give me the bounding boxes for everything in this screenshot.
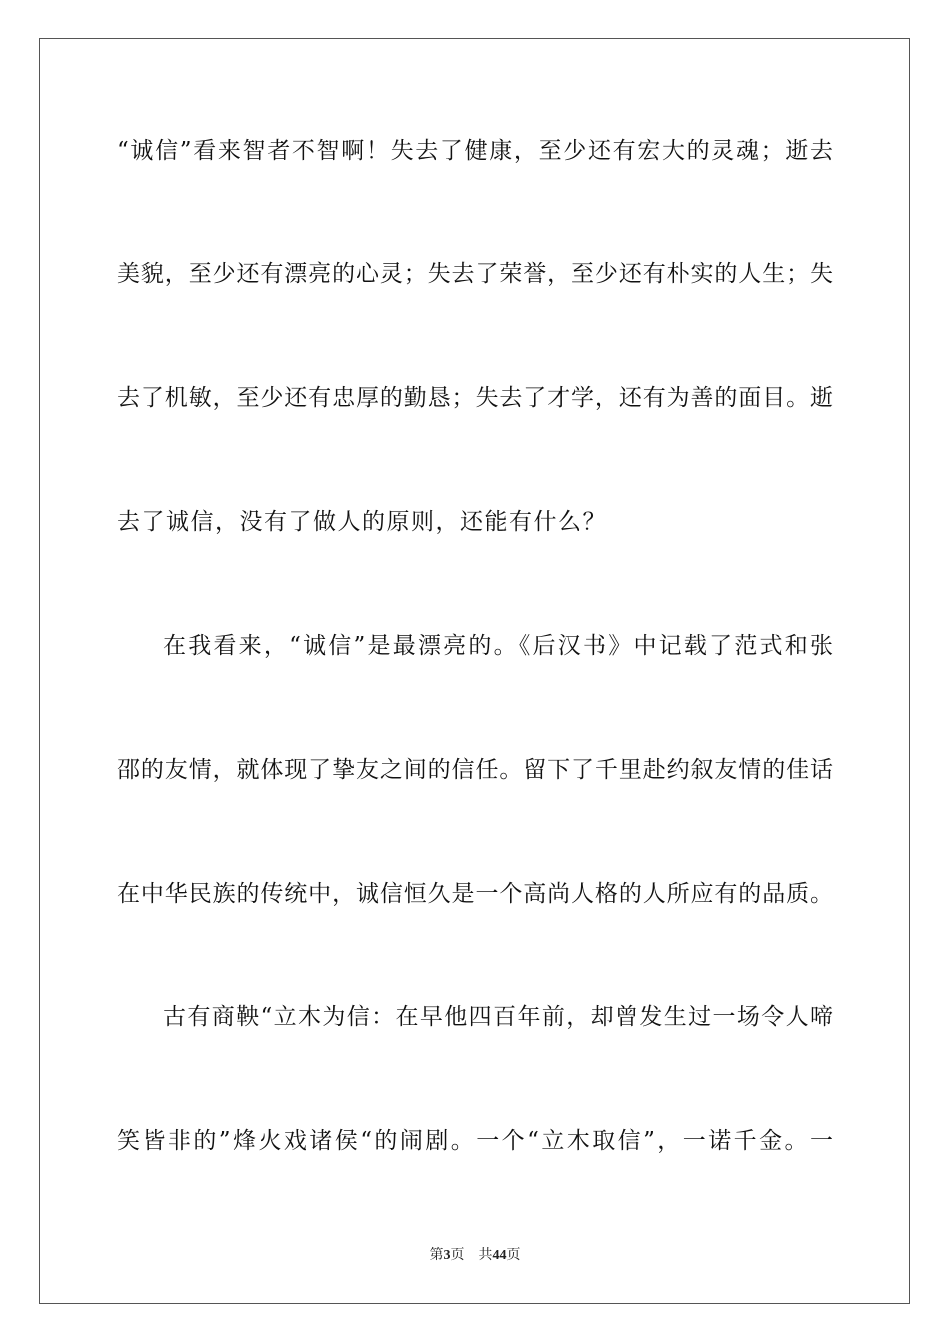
total-suffix: 页 (506, 1248, 521, 1263)
page-number: 3 (443, 1248, 451, 1263)
page-border (39, 38, 910, 1304)
paragraph-line: 去了机敏，至少还有忠厚的勤恳；失去了才学，还有为善的面目。逝 (117, 385, 833, 411)
paragraph-line: 美貌，至少还有漂亮的心灵；失去了荣誉，至少还有朴实的人生；失 (117, 261, 833, 287)
paragraph-line: 去了诚信，没有了做人的原则，还能有什么？ (117, 509, 607, 535)
paragraph-line: 笑皆非的”烽火戏诸侯“的闹剧。一个“立木取信”，一诺千金。一 (117, 1128, 833, 1154)
total-prefix: 共 (478, 1248, 493, 1263)
paragraph-line: 在我看来，“诚信”是最漂亮的。《后汉书》中记载了范式和张 (163, 633, 833, 659)
paragraph-line: 在中华民族的传统中，诚信恒久是一个高尚人格的人所应有的品质。 (117, 881, 833, 907)
page-footer (0, 1247, 950, 1265)
page-prefix: 第 (429, 1248, 444, 1263)
paragraph-line: “诚信”看来智者不智啊！失去了健康，至少还有宏大的灵魂；逝去 (117, 138, 833, 164)
paragraph-line: 邵的友情，就体现了挚友之间的信任。留下了千里赴约叙友情的佳话 (117, 757, 833, 783)
page-suffix: 页 (450, 1248, 465, 1263)
total-pages: 44 (492, 1248, 507, 1263)
paragraph-line: 古有商鞅“立木为信：在早他四百年前，却曾发生过一场令人啼 (163, 1004, 833, 1030)
